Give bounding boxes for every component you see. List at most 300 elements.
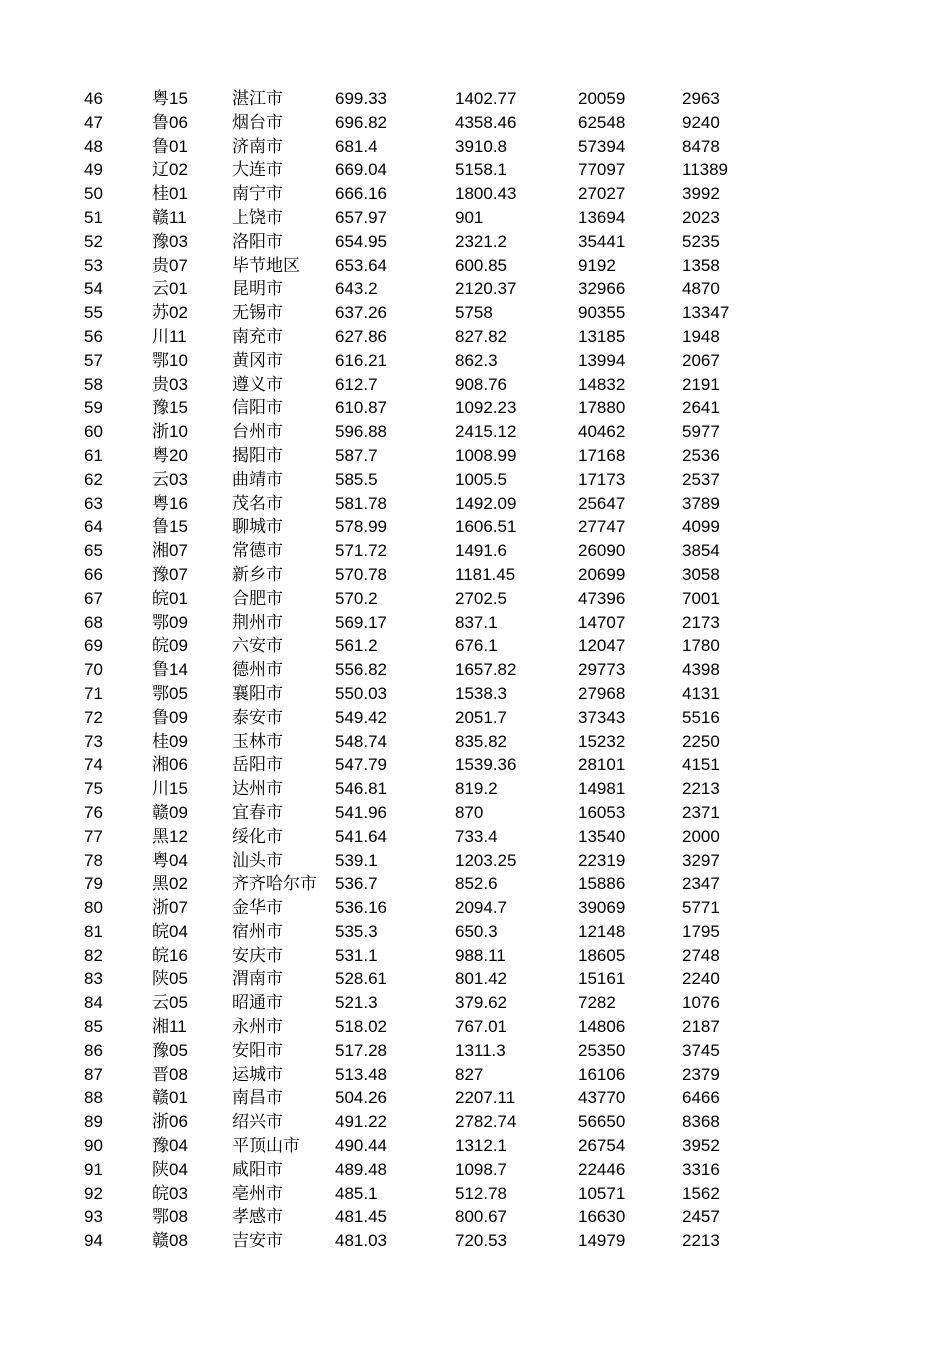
value3-cell: 14707 [578, 612, 626, 632]
value2-cell: 852.6 [455, 874, 498, 894]
value3-cell: 26090 [578, 541, 626, 561]
value4-cell: 3297 [682, 850, 720, 870]
city-cell: 洛阳市 [232, 231, 283, 251]
value2-cell: 1312.1 [455, 1136, 507, 1156]
rank-cell: 88 [84, 1088, 103, 1108]
value1-cell: 696.82 [335, 112, 387, 132]
value1-cell: 669.04 [335, 160, 387, 180]
value3-cell: 22446 [578, 1159, 626, 1179]
city-cell: 聊城市 [232, 517, 283, 537]
value1-cell: 556.82 [335, 660, 387, 680]
code-cell: 黑12 [152, 826, 188, 846]
code-cell: 湘06 [152, 755, 188, 775]
code-cell: 桂01 [152, 184, 188, 204]
value3-cell: 77097 [578, 160, 626, 180]
code-cell: 湘11 [152, 1017, 187, 1037]
value2-cell: 1539.36 [455, 755, 517, 775]
table-row [0, 777, 950, 801]
rank-cell: 82 [84, 945, 103, 965]
code-cell: 皖01 [152, 588, 188, 608]
value3-cell: 22319 [578, 850, 626, 870]
value2-cell: 1008.99 [455, 445, 517, 465]
table-row [0, 682, 950, 706]
value2-cell: 819.2 [455, 779, 498, 799]
table-row [0, 182, 950, 206]
table-row [0, 158, 950, 182]
value2-cell: 862.3 [455, 350, 498, 370]
city-cell: 齐齐哈尔市 [232, 874, 317, 894]
value3-cell: 27747 [578, 517, 626, 537]
value2-cell: 3910.8 [455, 136, 507, 156]
value2-cell: 901 [455, 207, 484, 227]
value2-cell: 2207.11 [455, 1088, 516, 1108]
value3-cell: 29773 [578, 660, 626, 680]
rank-cell: 90 [84, 1136, 103, 1156]
code-cell: 皖03 [152, 1183, 188, 1203]
value1-cell: 610.87 [335, 398, 387, 418]
value4-cell: 3952 [682, 1136, 720, 1156]
value4-cell: 4398 [682, 660, 720, 680]
value4-cell: 5977 [682, 422, 720, 442]
value2-cell: 1800.43 [455, 184, 517, 204]
city-cell: 平顶山市 [232, 1136, 300, 1156]
city-cell: 新乡市 [232, 564, 283, 584]
value4-cell: 2191 [682, 374, 720, 394]
code-cell: 豫04 [152, 1136, 188, 1156]
value3-cell: 12047 [578, 636, 626, 656]
city-cell: 昭通市 [232, 993, 283, 1013]
value1-cell: 561.2 [335, 636, 378, 656]
table-row [0, 515, 950, 539]
value4-cell: 5516 [682, 707, 720, 727]
city-cell: 金华市 [232, 898, 283, 918]
value4-cell: 2000 [682, 826, 720, 846]
value2-cell: 2702.5 [455, 588, 507, 608]
value3-cell: 14806 [578, 1017, 626, 1037]
city-cell: 揭阳市 [232, 445, 283, 465]
value1-cell: 548.74 [335, 731, 387, 751]
value1-cell: 549.42 [335, 707, 387, 727]
value4-cell: 2748 [682, 945, 720, 965]
table-row [0, 539, 950, 563]
value3-cell: 20059 [578, 89, 626, 108]
value3-cell: 15886 [578, 874, 626, 894]
value4-cell: 2963 [682, 89, 720, 108]
city-cell: 六安市 [232, 636, 283, 656]
value4-cell: 1780 [682, 636, 720, 656]
value4-cell: 5771 [682, 898, 720, 918]
code-cell: 鲁09 [152, 707, 188, 727]
table-row [0, 87, 950, 111]
value1-cell: 616.21 [335, 350, 387, 370]
value2-cell: 2415.12 [455, 422, 517, 442]
rank-cell: 94 [84, 1231, 103, 1251]
value4-cell: 1358 [682, 255, 720, 275]
code-cell: 浙06 [152, 1112, 188, 1132]
value1-cell: 657.97 [335, 207, 387, 227]
rank-cell: 80 [84, 898, 103, 918]
rank-cell: 52 [84, 231, 103, 251]
value2-cell: 827 [455, 1064, 484, 1084]
value3-cell: 17880 [578, 398, 626, 418]
city-cell: 曲靖市 [232, 469, 283, 489]
value3-cell: 13994 [578, 350, 626, 370]
value4-cell: 2537 [682, 469, 720, 489]
value1-cell: 518.02 [335, 1017, 387, 1037]
value4-cell: 2213 [682, 779, 720, 799]
city-cell: 永州市 [232, 1017, 283, 1037]
value2-cell: 2051.7 [455, 707, 507, 727]
value3-cell: 90355 [578, 303, 626, 323]
rank-cell: 74 [84, 755, 103, 775]
code-cell: 川15 [152, 779, 188, 799]
city-cell: 德州市 [232, 660, 283, 680]
table-row [0, 730, 950, 754]
rank-cell: 55 [84, 303, 103, 323]
table-row [0, 206, 950, 230]
city-cell: 宿州市 [232, 921, 283, 941]
value1-cell: 587.7 [335, 445, 378, 465]
value3-cell: 47396 [578, 588, 626, 608]
value4-cell: 11389 [682, 160, 729, 180]
table-row [0, 111, 950, 135]
rank-cell: 56 [84, 326, 103, 346]
table-row [0, 420, 950, 444]
value1-cell: 570.2 [335, 588, 378, 608]
code-cell: 辽02 [152, 160, 188, 180]
city-cell: 玉林市 [232, 731, 283, 751]
table-row [0, 801, 950, 825]
rank-cell: 50 [84, 184, 103, 204]
rank-cell: 79 [84, 874, 103, 894]
rank-cell: 93 [84, 1207, 103, 1227]
value4-cell: 4099 [682, 517, 720, 537]
value1-cell: 643.2 [335, 279, 378, 299]
value4-cell: 3789 [682, 493, 720, 513]
value3-cell: 14979 [578, 1231, 626, 1251]
data-table [0, 87, 950, 1253]
value2-cell: 800.67 [455, 1207, 507, 1227]
rank-cell: 77 [84, 826, 103, 846]
value2-cell: 5158.1 [455, 160, 507, 180]
value4-cell: 2187 [682, 1017, 720, 1037]
table-row [0, 373, 950, 397]
code-cell: 浙10 [152, 422, 188, 442]
code-cell: 豫05 [152, 1040, 188, 1060]
value2-cell: 1492.09 [455, 493, 517, 513]
value3-cell: 25350 [578, 1040, 626, 1060]
value2-cell: 1491.6 [455, 541, 507, 561]
value3-cell: 13540 [578, 826, 626, 846]
code-cell: 云05 [152, 993, 188, 1013]
value4-cell: 2173 [682, 612, 720, 632]
value3-cell: 25647 [578, 493, 626, 513]
city-cell: 上饶市 [232, 207, 283, 227]
value3-cell: 40462 [578, 422, 626, 442]
value4-cell: 2213 [682, 1231, 720, 1251]
city-cell: 泰安市 [232, 707, 283, 727]
table-row [0, 658, 950, 682]
rank-cell: 48 [84, 136, 103, 156]
value1-cell: 596.88 [335, 422, 387, 442]
table-row [0, 1229, 950, 1253]
value4-cell: 4151 [682, 755, 720, 775]
rank-cell: 58 [84, 374, 103, 394]
value2-cell: 2321.2 [455, 231, 507, 251]
city-cell: 安庆市 [232, 945, 283, 965]
value1-cell: 637.26 [335, 303, 387, 323]
city-cell: 济南市 [232, 136, 283, 156]
value2-cell: 1098.7 [455, 1159, 507, 1179]
value3-cell: 16053 [578, 802, 626, 822]
table-row [0, 967, 950, 991]
rank-cell: 63 [84, 493, 103, 513]
value2-cell: 1092.23 [455, 398, 517, 418]
value2-cell: 1606.51 [455, 517, 517, 537]
city-cell: 亳州市 [232, 1183, 283, 1203]
rank-cell: 91 [84, 1159, 103, 1179]
code-cell: 黑02 [152, 874, 188, 894]
code-cell: 皖04 [152, 921, 188, 941]
value4-cell: 7001 [682, 588, 720, 608]
value4-cell: 2067 [682, 350, 720, 370]
value3-cell: 57394 [578, 136, 626, 156]
table-row [0, 1134, 950, 1158]
value3-cell: 20699 [578, 564, 626, 584]
value3-cell: 27968 [578, 683, 626, 703]
rank-cell: 86 [84, 1040, 103, 1060]
rank-cell: 60 [84, 422, 103, 442]
rank-cell: 64 [84, 517, 103, 537]
code-cell: 苏02 [152, 303, 188, 323]
code-cell: 陕04 [152, 1159, 188, 1179]
value4-cell: 6466 [682, 1088, 720, 1108]
rank-cell: 67 [84, 588, 103, 608]
city-cell: 大连市 [232, 160, 283, 180]
table-row [0, 634, 950, 658]
value4-cell: 2641 [682, 398, 720, 418]
city-cell: 合肥市 [232, 588, 283, 608]
value2-cell: 512.78 [455, 1183, 507, 1203]
value3-cell: 17173 [578, 469, 626, 489]
rank-cell: 62 [84, 469, 103, 489]
code-cell: 豫03 [152, 231, 188, 251]
city-cell: 常德市 [232, 541, 283, 561]
value1-cell: 547.79 [335, 755, 387, 775]
table-row [0, 468, 950, 492]
rank-cell: 83 [84, 969, 103, 989]
value4-cell: 2347 [682, 874, 720, 894]
city-cell: 台州市 [232, 422, 283, 442]
value4-cell: 3316 [682, 1159, 720, 1179]
code-cell: 鄂10 [152, 350, 188, 370]
city-cell: 南昌市 [232, 1088, 283, 1108]
value3-cell: 15232 [578, 731, 626, 751]
table-row [0, 896, 950, 920]
value1-cell: 571.72 [335, 541, 387, 561]
value1-cell: 585.5 [335, 469, 378, 489]
value4-cell: 1076 [682, 993, 720, 1013]
value2-cell: 1538.3 [455, 683, 507, 703]
value1-cell: 517.28 [335, 1040, 387, 1060]
value4-cell: 8368 [682, 1112, 720, 1132]
city-cell: 南充市 [232, 326, 283, 346]
rank-cell: 53 [84, 255, 103, 275]
value2-cell: 2782.74 [455, 1112, 517, 1132]
value3-cell: 27027 [578, 184, 626, 204]
value3-cell: 13694 [578, 207, 626, 227]
value2-cell: 650.3 [455, 921, 498, 941]
code-cell: 赣08 [152, 1231, 188, 1251]
rank-cell: 47 [84, 112, 103, 132]
rank-cell: 92 [84, 1183, 103, 1203]
value1-cell: 536.16 [335, 898, 387, 918]
rank-cell: 65 [84, 541, 103, 561]
value1-cell: 627.86 [335, 326, 387, 346]
city-cell: 汕头市 [232, 850, 283, 870]
value1-cell: 569.17 [335, 612, 387, 632]
city-cell: 咸阳市 [232, 1159, 283, 1179]
value2-cell: 1657.82 [455, 660, 517, 680]
value2-cell: 767.01 [455, 1017, 507, 1037]
table-row [0, 230, 950, 254]
value3-cell: 26754 [578, 1136, 626, 1156]
rank-cell: 72 [84, 707, 103, 727]
city-cell: 渭南市 [232, 969, 283, 989]
code-cell: 鲁14 [152, 660, 188, 680]
table-row [0, 587, 950, 611]
value4-cell: 3058 [682, 564, 720, 584]
table-row [0, 325, 950, 349]
value1-cell: 699.33 [335, 89, 387, 108]
city-cell: 无锡市 [232, 303, 283, 323]
value1-cell: 653.64 [335, 255, 387, 275]
rank-cell: 61 [84, 445, 103, 465]
code-cell: 云03 [152, 469, 188, 489]
code-cell: 晋08 [152, 1064, 188, 1084]
value2-cell: 1311.3 [455, 1040, 506, 1060]
rank-cell: 68 [84, 612, 103, 632]
code-cell: 鲁15 [152, 517, 188, 537]
rank-cell: 71 [84, 683, 103, 703]
table-row [0, 254, 950, 278]
rank-cell: 81 [84, 921, 103, 941]
rank-cell: 59 [84, 398, 103, 418]
table-row [0, 753, 950, 777]
city-cell: 湛江市 [232, 89, 283, 108]
value4-cell: 1562 [682, 1183, 720, 1203]
code-cell: 赣01 [152, 1088, 188, 1108]
value1-cell: 513.48 [335, 1064, 387, 1084]
value1-cell: 541.64 [335, 826, 387, 846]
table-row [0, 944, 950, 968]
value4-cell: 2023 [682, 207, 720, 227]
table-row [0, 277, 950, 301]
code-cell: 粤20 [152, 445, 188, 465]
value1-cell: 490.44 [335, 1136, 387, 1156]
value4-cell: 3992 [682, 184, 720, 204]
code-cell: 川11 [152, 326, 187, 346]
table-row [0, 1158, 950, 1182]
rank-cell: 46 [84, 89, 103, 108]
value4-cell: 2536 [682, 445, 720, 465]
city-cell: 襄阳市 [232, 683, 283, 703]
table-row [0, 444, 950, 468]
value4-cell: 2457 [682, 1207, 720, 1227]
value1-cell: 491.22 [335, 1112, 387, 1132]
value2-cell: 720.53 [455, 1231, 507, 1251]
value1-cell: 521.3 [335, 993, 378, 1013]
value1-cell: 528.61 [335, 969, 387, 989]
value2-cell: 4358.46 [455, 112, 517, 132]
city-cell: 昆明市 [232, 279, 283, 299]
value3-cell: 56650 [578, 1112, 626, 1132]
value2-cell: 837.1 [455, 612, 498, 632]
value1-cell: 536.7 [335, 874, 378, 894]
value1-cell: 481.45 [335, 1207, 387, 1227]
city-cell: 茂名市 [232, 493, 283, 513]
city-cell: 绍兴市 [232, 1112, 283, 1132]
city-cell: 黄冈市 [232, 350, 283, 370]
rank-cell: 89 [84, 1112, 103, 1132]
rank-cell: 69 [84, 636, 103, 656]
value1-cell: 541.96 [335, 802, 387, 822]
rank-cell: 66 [84, 564, 103, 584]
rank-cell: 76 [84, 802, 103, 822]
rank-cell: 75 [84, 779, 103, 799]
value3-cell: 13185 [578, 326, 626, 346]
city-cell: 遵义市 [232, 374, 283, 394]
code-cell: 鄂05 [152, 683, 188, 703]
value4-cell: 4131 [682, 683, 720, 703]
table-row [0, 492, 950, 516]
value4-cell: 13347 [682, 303, 730, 323]
value1-cell: 489.48 [335, 1159, 387, 1179]
table-row [0, 706, 950, 730]
table-row [0, 991, 950, 1015]
value2-cell: 5758 [455, 303, 493, 323]
value3-cell: 14832 [578, 374, 626, 394]
value2-cell: 988.11 [455, 945, 506, 965]
value1-cell: 612.7 [335, 374, 378, 394]
code-cell: 鲁01 [152, 136, 188, 156]
code-cell: 豫15 [152, 398, 188, 418]
value4-cell: 3854 [682, 541, 720, 561]
table-row [0, 1015, 950, 1039]
table-row [0, 872, 950, 896]
value1-cell: 550.03 [335, 683, 387, 703]
value1-cell: 581.78 [335, 493, 387, 513]
table-row [0, 349, 950, 373]
value1-cell: 570.78 [335, 564, 387, 584]
value2-cell: 600.85 [455, 255, 507, 275]
table-row [0, 1182, 950, 1206]
value2-cell: 1402.77 [455, 89, 517, 108]
value4-cell: 2379 [682, 1064, 720, 1084]
city-cell: 宜春市 [232, 802, 283, 822]
code-cell: 桂09 [152, 731, 188, 751]
city-cell: 南宁市 [232, 184, 283, 204]
table-row [0, 1063, 950, 1087]
value4-cell: 2250 [682, 731, 720, 751]
value3-cell: 7282 [578, 993, 616, 1013]
value3-cell: 35441 [578, 231, 626, 251]
city-cell: 安阳市 [232, 1040, 283, 1060]
value3-cell: 16630 [578, 1207, 626, 1227]
rank-cell: 70 [84, 660, 103, 680]
value2-cell: 1005.5 [455, 469, 507, 489]
value3-cell: 17168 [578, 445, 626, 465]
